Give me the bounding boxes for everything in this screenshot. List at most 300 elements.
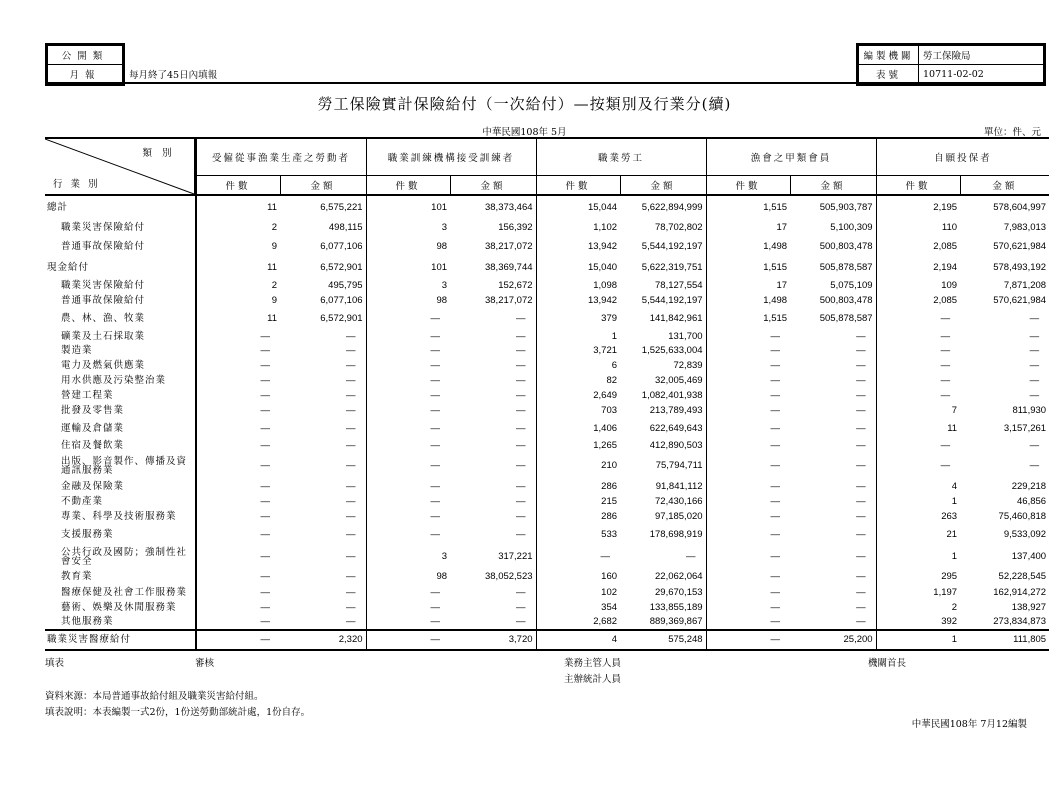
- count-cell: —: [196, 403, 280, 419]
- amount-cell: —: [516, 586, 526, 598]
- row-label: 藝術、娛樂及休閒服務業: [45, 600, 196, 615]
- count-cell: —: [876, 344, 960, 358]
- amount-cell: 141,842,961: [649, 313, 703, 325]
- amount-cell: —: [346, 601, 356, 613]
- amount-cell: —: [346, 374, 356, 386]
- count-cell: 101: [366, 195, 450, 219]
- table-row: [45, 344, 1049, 358]
- amount-cell: —: [516, 405, 526, 417]
- amount-cell: 25,200: [790, 630, 876, 649]
- count-cell: —: [366, 479, 450, 494]
- amount-cell: 229,218: [1011, 480, 1047, 492]
- count-cell: —: [706, 585, 790, 600]
- reviewer-label: 審核: [195, 658, 215, 669]
- count-cell: —: [536, 545, 620, 569]
- amount-cell: —: [856, 495, 866, 507]
- row-label: 總計: [45, 195, 196, 219]
- count-cell: 98: [366, 569, 450, 585]
- row-label: 支援服務業: [45, 524, 196, 545]
- amount-cell: —: [516, 374, 526, 386]
- amount-cell: —: [1029, 330, 1040, 342]
- amount-cell: 78,127,554: [655, 279, 703, 291]
- count-cell: 1,515: [706, 309, 790, 329]
- count-cell: —: [706, 494, 790, 509]
- count-cell: —: [706, 388, 790, 403]
- count-cell: —: [366, 615, 450, 630]
- amount-cell: —: [1029, 374, 1040, 386]
- sub-header-amount: 金額: [620, 176, 706, 195]
- count-cell: —: [366, 419, 450, 439]
- amount-cell: 72,839: [673, 359, 703, 371]
- sub-header-count: 件數: [196, 176, 280, 195]
- count-cell: 1,515: [706, 195, 790, 219]
- amount-cell: 29,670,153: [655, 586, 703, 598]
- table-row: [45, 419, 1049, 439]
- count-cell: 210: [536, 453, 620, 479]
- table-row: [45, 219, 1049, 236]
- amount-cell: —: [346, 495, 356, 507]
- count-cell: 21: [876, 524, 960, 545]
- amount-cell: —: [856, 359, 866, 371]
- count-cell: —: [196, 494, 280, 509]
- count-cell: —: [366, 309, 450, 329]
- amount-cell: 178,698,919: [649, 528, 703, 540]
- amount-cell: —: [346, 460, 356, 472]
- table-row: [45, 479, 1049, 494]
- count-cell: 2,649: [536, 388, 620, 403]
- count-cell: 1: [876, 630, 960, 649]
- amount-cell: 570,621,984: [993, 241, 1047, 253]
- amount-cell: —: [856, 551, 866, 563]
- count-cell: 4: [876, 479, 960, 494]
- count-cell: 101: [366, 258, 450, 278]
- amount-cell: 273,834,873: [993, 616, 1047, 628]
- table-row: [45, 309, 1049, 329]
- amount-cell: 97,185,020: [655, 510, 703, 522]
- row-label: 電力及燃氣供應業: [45, 358, 196, 373]
- amount-cell: 5,622,894,999: [641, 201, 703, 213]
- row-label: 專業、科學及技術服務業: [45, 509, 196, 524]
- amount-cell: —: [856, 601, 866, 613]
- compiling-agency-value: 勞工保險局: [919, 46, 1044, 65]
- count-cell: —: [876, 439, 960, 453]
- amount-cell: 505,878,587: [819, 313, 873, 325]
- row-label: 農、林、漁、牧業: [45, 309, 196, 329]
- amount-cell: —: [1029, 359, 1040, 371]
- amount-cell: —: [346, 510, 356, 522]
- statistics-table: [45, 137, 1049, 651]
- amount-cell: 38,052,523: [484, 571, 533, 583]
- compile-date: 中華民國108年 7月12編製: [911, 719, 1027, 730]
- sub-header-amount: 金額: [960, 176, 1049, 195]
- publication-class-label: 公開類: [48, 46, 123, 65]
- count-cell: —: [196, 479, 280, 494]
- row-label: 公共行政及國防；強制性社會安全: [45, 545, 196, 569]
- count-cell: —: [366, 373, 450, 388]
- count-cell: 286: [536, 509, 620, 524]
- sub-header-amount: 金額: [790, 176, 876, 195]
- header-right-box: [856, 43, 1046, 86]
- amount-cell: 1,525,633,004: [641, 345, 703, 357]
- row-label: 醫療保健及社會工作服務業: [45, 585, 196, 600]
- amount-cell: 889,369,867: [649, 616, 703, 628]
- amount-cell: 412,890,503: [649, 440, 703, 452]
- row-label: 普通事故保險給付: [45, 236, 196, 258]
- count-cell: —: [196, 453, 280, 479]
- amount-cell: 6,077,106: [320, 241, 363, 253]
- amount-cell: —: [856, 374, 866, 386]
- amount-cell: —: [1029, 389, 1040, 401]
- count-cell: 1,515: [706, 258, 790, 278]
- table-row: [45, 545, 1049, 569]
- table-row: [45, 569, 1049, 585]
- amount-cell: 3,157,261: [1003, 423, 1047, 435]
- filing-instructions-note: 填表說明：本表編製一式2份，1份送勞動部統計處，1份自存。: [45, 707, 311, 718]
- amount-cell: —: [346, 330, 356, 342]
- count-cell: 354: [536, 600, 620, 615]
- amount-cell: —: [346, 423, 356, 435]
- count-cell: 102: [536, 585, 620, 600]
- count-cell: 2,195: [876, 195, 960, 219]
- count-cell: 3: [366, 278, 450, 293]
- count-cell: 703: [536, 403, 620, 419]
- amount-cell: —: [516, 480, 526, 492]
- count-cell: 295: [876, 569, 960, 585]
- sub-header-count: 件數: [536, 176, 620, 195]
- amount-cell: 6,575,221: [320, 201, 363, 213]
- table-row: [45, 358, 1049, 373]
- amount-cell: 317,221: [498, 551, 533, 563]
- count-cell: —: [196, 358, 280, 373]
- amount-cell: 46,856: [1017, 495, 1047, 507]
- amount-cell: —: [346, 528, 356, 540]
- amount-cell: —: [516, 313, 526, 325]
- amount-cell: —: [856, 460, 866, 472]
- count-cell: —: [876, 329, 960, 344]
- count-cell: 1,098: [536, 278, 620, 293]
- count-cell: —: [196, 439, 280, 453]
- count-cell: 109: [876, 278, 960, 293]
- table-row: [45, 439, 1049, 453]
- count-cell: —: [196, 344, 280, 358]
- count-cell: 9: [196, 236, 280, 258]
- count-cell: —: [366, 630, 450, 649]
- amount-cell: 578,493,192: [993, 262, 1047, 274]
- count-cell: 15,044: [536, 195, 620, 219]
- count-cell: —: [706, 373, 790, 388]
- count-cell: —: [706, 344, 790, 358]
- form-number-label: 表號: [859, 65, 919, 84]
- count-cell: 4: [536, 630, 620, 649]
- count-cell: 13,942: [536, 293, 620, 309]
- amount-cell: —: [856, 345, 866, 357]
- amount-cell: —: [1029, 313, 1040, 325]
- count-cell: 6: [536, 358, 620, 373]
- count-cell: —: [196, 419, 280, 439]
- amount-cell: 6,572,901: [320, 262, 363, 274]
- count-cell: 11: [196, 195, 280, 219]
- amount-cell: 152,672: [498, 279, 533, 291]
- count-cell: —: [366, 329, 450, 344]
- count-cell: —: [706, 509, 790, 524]
- count-cell: 110: [876, 219, 960, 236]
- count-cell: 3: [366, 545, 450, 569]
- amount-cell: 505,878,587: [819, 262, 873, 274]
- amount-cell: —: [1029, 345, 1040, 357]
- table-row: [45, 630, 1049, 649]
- statistician-label: 主辦統計人員: [564, 674, 622, 685]
- row-label: 運輸及倉儲業: [45, 419, 196, 439]
- amount-cell: 6,077,106: [320, 295, 363, 307]
- table-row: [45, 509, 1049, 524]
- amount-cell: —: [516, 389, 526, 401]
- count-cell: —: [706, 329, 790, 344]
- count-cell: —: [366, 494, 450, 509]
- count-cell: 2: [196, 278, 280, 293]
- amount-cell: 162,914,272: [993, 586, 1047, 598]
- amount-cell: 1,082,401,938: [641, 389, 703, 401]
- amount-cell: 5,544,192,197: [641, 295, 703, 307]
- count-cell: —: [876, 373, 960, 388]
- count-cell: 286: [536, 479, 620, 494]
- count-cell: —: [196, 615, 280, 630]
- count-cell: —: [706, 358, 790, 373]
- count-cell: —: [196, 329, 280, 344]
- row-label: 製造業: [45, 344, 196, 358]
- amount-cell: 622,649,643: [649, 423, 703, 435]
- count-cell: 160: [536, 569, 620, 585]
- count-cell: —: [876, 309, 960, 329]
- amount-cell: 578,604,997: [993, 201, 1047, 213]
- table-row: [45, 615, 1049, 630]
- count-cell: 379: [536, 309, 620, 329]
- count-cell: —: [706, 403, 790, 419]
- sub-header-amount: 金額: [450, 176, 536, 195]
- count-cell: —: [706, 524, 790, 545]
- amount-cell: 78,702,802: [655, 221, 703, 233]
- amount-cell: 133,855,189: [649, 601, 703, 613]
- table-row: [45, 278, 1049, 293]
- amount-cell: 500,803,478: [819, 295, 873, 307]
- amount-cell: —: [856, 510, 866, 522]
- compiling-agency-label: 編製機關: [859, 46, 919, 65]
- amount-cell: 38,217,072: [484, 241, 533, 253]
- count-cell: 2,085: [876, 236, 960, 258]
- row-label: 現金給付: [45, 258, 196, 278]
- amount-cell: 38,373,464: [484, 201, 533, 213]
- amount-cell: 72,430,166: [655, 495, 703, 507]
- count-cell: 392: [876, 615, 960, 630]
- report-period: 中華民國108年 5月: [482, 127, 567, 138]
- count-cell: 98: [366, 293, 450, 309]
- amount-cell: —: [516, 460, 526, 472]
- row-label: 教育業: [45, 569, 196, 585]
- table-row: [45, 293, 1049, 309]
- amount-cell: 500,803,478: [819, 241, 873, 253]
- count-cell: 13,942: [536, 236, 620, 258]
- amount-cell: —: [856, 440, 866, 452]
- amount-cell: —: [516, 345, 526, 357]
- row-label: 職業災害保險給付: [45, 219, 196, 236]
- table-row: [45, 524, 1049, 545]
- report-title: 勞工保險實計保險給付（一次給付）—按類別及行業分(續): [317, 95, 732, 113]
- amount-cell: 137,400: [1011, 551, 1047, 563]
- industry-axis-label: 行業別: [53, 179, 106, 190]
- table-row: [45, 258, 1049, 278]
- count-cell: 2: [196, 219, 280, 236]
- count-cell: 1,498: [706, 293, 790, 309]
- count-cell: 1,197: [876, 585, 960, 600]
- count-cell: 9: [196, 293, 280, 309]
- count-cell: 3,721: [536, 344, 620, 358]
- group-header-voluntary-insured: 自願投保者: [876, 139, 1049, 176]
- amount-cell: 3,720: [450, 630, 536, 649]
- count-cell: —: [366, 358, 450, 373]
- amount-cell: —: [856, 330, 866, 342]
- amount-cell: 52,228,545: [998, 571, 1047, 583]
- amount-cell: —: [346, 440, 356, 452]
- unit-label: 單位：件、元: [983, 127, 1041, 138]
- count-cell: —: [196, 585, 280, 600]
- amount-cell: 5,622,319,751: [641, 262, 703, 274]
- count-cell: —: [706, 630, 790, 649]
- amount-cell: —: [516, 359, 526, 371]
- count-cell: —: [196, 373, 280, 388]
- count-cell: —: [366, 600, 450, 615]
- row-label: 其他服務業: [45, 615, 196, 630]
- amount-cell: —: [346, 571, 356, 583]
- header-left-box: [45, 43, 125, 86]
- count-cell: —: [706, 600, 790, 615]
- count-cell: 2,085: [876, 293, 960, 309]
- count-cell: —: [876, 453, 960, 479]
- count-cell: 1,102: [536, 219, 620, 236]
- amount-cell: —: [516, 440, 526, 452]
- amount-cell: 2,320: [280, 630, 366, 649]
- count-cell: 2,682: [536, 615, 620, 630]
- amount-cell: 495,795: [328, 279, 363, 291]
- count-cell: 2: [876, 600, 960, 615]
- count-cell: 82: [536, 373, 620, 388]
- sub-header-count: 件數: [706, 176, 790, 195]
- count-cell: 1: [536, 329, 620, 344]
- amount-cell: —: [516, 330, 526, 342]
- sub-header-count: 件數: [876, 176, 960, 195]
- count-cell: 11: [876, 419, 960, 439]
- amount-cell: 22,062,064: [655, 571, 703, 583]
- count-cell: 98: [366, 236, 450, 258]
- amount-cell: —: [516, 423, 526, 435]
- count-cell: 1: [876, 494, 960, 509]
- table-row: [45, 600, 1049, 615]
- table-row: [45, 329, 1049, 344]
- count-cell: —: [196, 569, 280, 585]
- count-cell: —: [196, 600, 280, 615]
- row-label: 批發及零售業: [45, 403, 196, 419]
- amount-cell: —: [686, 551, 696, 563]
- count-cell: 1,498: [706, 236, 790, 258]
- count-cell: —: [706, 569, 790, 585]
- amount-cell: —: [856, 405, 866, 417]
- report-frequency-label: 月報: [48, 65, 123, 84]
- group-header-fishery-association-members: 漁會之甲類會員: [706, 139, 876, 176]
- row-label: 金融及保險業: [45, 479, 196, 494]
- row-label: 礦業及土石採取業: [45, 329, 196, 344]
- data-source-note: 資料來源：本局普通事故給付組及職業災害給付組。: [45, 691, 264, 702]
- agency-head-label: 機關首長: [868, 658, 907, 669]
- amount-cell: 498,115: [328, 221, 363, 233]
- amount-cell: 7,871,208: [1003, 279, 1047, 291]
- amount-cell: —: [856, 423, 866, 435]
- count-cell: —: [196, 524, 280, 545]
- form-number-value: 10711-02-02: [919, 65, 1044, 84]
- count-cell: 263: [876, 509, 960, 524]
- filing-deadline-note: 每月終了45日內填報: [129, 70, 218, 81]
- row-label: 普通事故保險給付: [45, 293, 196, 309]
- amount-cell: 131,700: [668, 330, 703, 342]
- amount-cell: —: [1029, 460, 1040, 472]
- count-cell: —: [706, 615, 790, 630]
- filler-label: 填表: [45, 658, 65, 669]
- amount-cell: —: [856, 389, 866, 401]
- amount-cell: 5,544,192,197: [641, 241, 703, 253]
- amount-cell: —: [856, 616, 866, 628]
- table-row: [45, 373, 1049, 388]
- group-header-fishery-workers: 受僱從事漁業生產之勞動者: [196, 139, 366, 176]
- count-cell: —: [196, 545, 280, 569]
- amount-cell: 38,217,072: [484, 295, 533, 307]
- amount-cell: —: [516, 510, 526, 522]
- count-cell: —: [366, 524, 450, 545]
- count-cell: —: [366, 344, 450, 358]
- count-cell: —: [706, 545, 790, 569]
- row-label: 不動產業: [45, 494, 196, 509]
- count-cell: 17: [706, 278, 790, 293]
- count-cell: 533: [536, 524, 620, 545]
- category-axis-label: 類別: [142, 148, 182, 159]
- count-cell: —: [366, 453, 450, 479]
- amount-cell: 9,533,092: [1003, 528, 1047, 540]
- amount-cell: —: [346, 405, 356, 417]
- amount-cell: 32,005,469: [655, 374, 703, 386]
- supervisor-label: 業務主管人員: [564, 658, 622, 669]
- group-header-occupational-workers: 職業勞工: [536, 139, 706, 176]
- count-cell: 7: [876, 403, 960, 419]
- amount-cell: —: [346, 616, 356, 628]
- amount-cell: 505,903,787: [819, 201, 873, 213]
- table-row: [45, 236, 1049, 258]
- count-cell: 17: [706, 219, 790, 236]
- amount-cell: —: [346, 551, 356, 563]
- row-label: 用水供應及污染整治業: [45, 373, 196, 388]
- amount-cell: 5,100,309: [830, 221, 873, 233]
- amount-cell: 213,789,493: [649, 405, 703, 417]
- sub-header-amount: 金額: [280, 176, 366, 195]
- amount-cell: 111,805: [960, 630, 1049, 649]
- amount-cell: —: [346, 359, 356, 371]
- count-cell: 215: [536, 494, 620, 509]
- amount-cell: 570,621,984: [993, 295, 1047, 307]
- amount-cell: 38,369,744: [484, 262, 533, 274]
- row-label: 職業災害醫療給付: [45, 630, 196, 649]
- group-header-vocational-trainees: 職業訓練機構接受訓練者: [366, 139, 536, 176]
- count-cell: 2,194: [876, 258, 960, 278]
- count-cell: 1: [876, 545, 960, 569]
- row-label: 出版、影音製作、傳播及資通訊服務業: [45, 453, 196, 479]
- amount-cell: 5,075,109: [830, 279, 873, 291]
- amount-cell: —: [346, 586, 356, 598]
- table-row: [45, 195, 1049, 219]
